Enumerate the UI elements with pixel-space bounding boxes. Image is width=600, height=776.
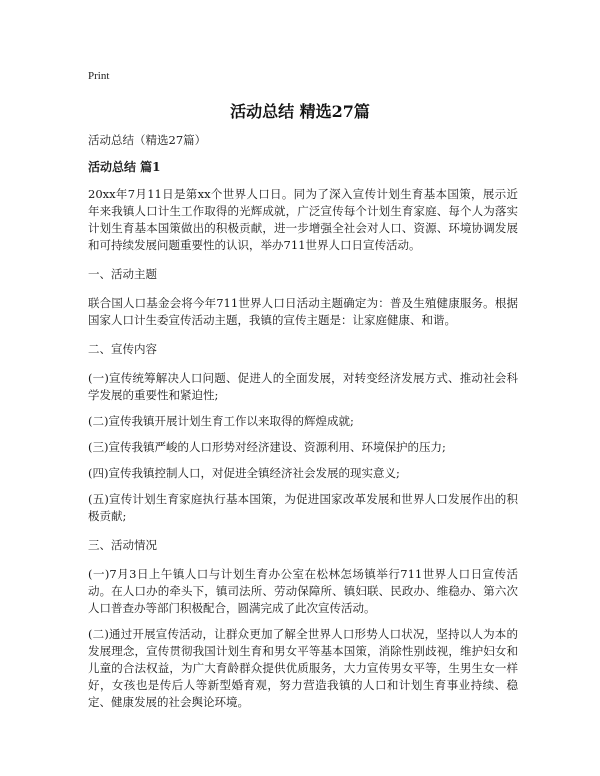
- section-title-activity: 三、活动情况: [88, 538, 157, 552]
- content-item: (三)宣传我镇严峻的人口形势对经济建设、资源利用、环境保护的压力;: [88, 440, 446, 454]
- section-title-theme: 一、活动主题: [88, 267, 157, 281]
- intro-paragraph: 20xx年7月11日是第xx个世界人口日。同为了深入宣传计划生育基本国策，展示近年来我镇人口计生工作取得的光辉成就，广泛宣传每个计划生育家庭、每个人为落实计划生育基本国策做出的积极贡献，进一步增强全社会对人口、资源、环境协调发展和可持续发展问题重要性的认识，举办711世界人口日宣传活动。: [88, 187, 518, 252]
- subtitle: 活动总结（精选27篇）: [88, 133, 207, 147]
- content-item: (五)宣传计划生育家庭执行基本国策，为促进国家改革发展和世界人口发展作出的积极贡献;: [88, 492, 518, 523]
- section-body-theme: 联合国人口基金会将今年711世界人口日活动主题确定为：普及生殖健康服务。根据国家人口计生委宣传活动主题，我镇的宣传主题是：让家庭健康、和谐。: [88, 296, 518, 327]
- content-item: (四)宣传我镇控制人口，对促进全镇经济社会发展的现实意义;: [88, 466, 400, 480]
- article-heading: 活动总结 篇1: [88, 160, 161, 174]
- activity-item: (二)通过开展宣传活动，让群众更加了解全世界人口形势人口状况，坚持以人为本的发展理念，宣传贯彻我国计划生育和男女平等基本国策，消除性别歧视，维护妇女和儿童的合法权益，为广大育龄群众提供优质服务，大力宣传男女平等，生男生女一样好，女孩也是传后人等新型婚育观，努力营造我镇的人口和计划生育事业持续、稳定、健康发展的社会舆论环境。: [88, 627, 518, 709]
- print-link[interactable]: Print: [88, 70, 110, 82]
- content-item: (一)宣传统筹解决人口问题、促进人的全面发展，对转变经济发展方式、推动社会科学发展的重要性和紧迫性;: [88, 371, 518, 402]
- page-title: 活动总结 精选27篇: [230, 102, 370, 121]
- section-title-content: 二、宣传内容: [88, 342, 157, 356]
- activity-item: (一)7月3日上午镇人口与计划生育办公室在松林怎场镇举行711世界人口日宣传活动。在人口办的牵头下，镇司法所、劳动保障所、镇妇联、民政办、维稳办、第六次人口普查办等部门积极配合，圆满完成了此次宣传活动。: [88, 567, 518, 615]
- document-body: [88, 132, 518, 720]
- content-item: (二)宣传我镇开展计划生育工作以来取得的辉煌成就;: [88, 414, 354, 428]
